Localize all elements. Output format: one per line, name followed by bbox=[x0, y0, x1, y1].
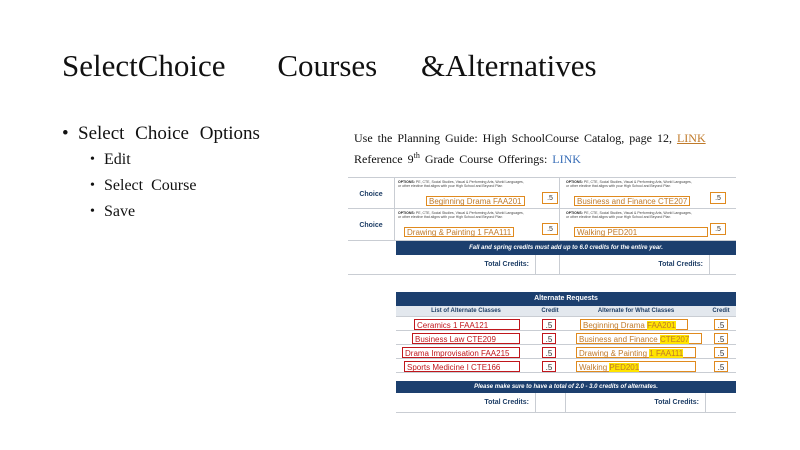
alternates-total-row bbox=[396, 393, 736, 413]
total-credits-label: Total Credits: bbox=[566, 393, 706, 413]
bullet-main: • Select Choice Options bbox=[62, 123, 260, 145]
alternate-credit[interactable]: .5 bbox=[542, 361, 556, 372]
sub-bullet-select-course: • Select Course bbox=[90, 175, 260, 201]
total-row bbox=[348, 255, 736, 275]
reference-line-2 bbox=[354, 147, 706, 168]
alternate-for-class[interactable]: Business and Finance CTE207 bbox=[576, 333, 702, 344]
total-credits-value[interactable] bbox=[536, 393, 566, 413]
title-word-selectchoice: SelectChoice bbox=[62, 48, 226, 83]
alternate-for-credit[interactable]: .5 bbox=[714, 361, 728, 372]
reference-text bbox=[354, 129, 706, 168]
title-word-alternatives: &Alternatives bbox=[420, 48, 597, 83]
reference-line-1 bbox=[354, 129, 706, 147]
header-list-of-alternates: List of Alternate Classes bbox=[431, 308, 501, 314]
options-description: OPTIONS: PE, CTE, Social Studies, Visual & Performing Arts, World Languages, or other elective that aligns with your High School and Beyond Plan bbox=[398, 211, 524, 220]
total-credits-value[interactable] bbox=[710, 255, 736, 275]
course-credit[interactable]: .5 bbox=[710, 223, 726, 235]
choices-table bbox=[348, 177, 736, 275]
alternate-for-class[interactable]: Beginning Drama FAA201 bbox=[580, 319, 688, 330]
alternate-for-credit[interactable]: .5 bbox=[714, 347, 728, 358]
alternate-credit[interactable]: .5 bbox=[542, 333, 556, 344]
alternates-table bbox=[396, 292, 736, 413]
sub-bullet-edit: • Edit bbox=[90, 149, 260, 175]
alternates-header bbox=[396, 306, 736, 317]
selected-course[interactable]: Drawing & Painting 1 FAA111 bbox=[404, 227, 514, 237]
slide-title bbox=[62, 48, 597, 84]
options-description: OPTIONS: PE, CTE, Social Studies, Visual & Performing Arts, World Languages, or other elective that aligns with your High School and Beyond Plan bbox=[398, 180, 524, 189]
total-credits-value[interactable] bbox=[536, 255, 560, 275]
offerings-link[interactable]: LINK bbox=[552, 152, 581, 166]
choice-row bbox=[348, 177, 736, 209]
options-description: OPTIONS: PE, CTE, Social Studies, Visual & Performing Arts, World Languages, or other elective that aligns with your High School and Beyond Plan bbox=[566, 180, 692, 189]
reference-grade-text: Reference 9 bbox=[354, 152, 414, 166]
selected-course[interactable]: Walking PED201 bbox=[574, 227, 708, 237]
title-word-courses: Courses bbox=[277, 48, 378, 83]
course-credit[interactable]: .5 bbox=[542, 223, 558, 235]
header-credit: Credit bbox=[712, 308, 730, 314]
choice-label: Choice bbox=[348, 209, 395, 241]
alternate-class[interactable]: Sports Medicine I CTE166 bbox=[404, 361, 520, 372]
total-credits-label: Total Credits: bbox=[396, 255, 536, 275]
course-credit[interactable]: .5 bbox=[542, 192, 558, 204]
reference-planning-guide-text: Use the Planning Guide: High SchoolCourse Catalog, page 12, bbox=[354, 131, 672, 145]
choice-row bbox=[348, 209, 736, 241]
alternate-for-credit[interactable]: .5 bbox=[714, 319, 728, 330]
alternates-note: Please make sure to have a total of 2.0 - 3.0 credits of alternates. bbox=[396, 381, 736, 393]
alternate-credit[interactable]: .5 bbox=[542, 319, 556, 330]
total-credits-value[interactable] bbox=[706, 393, 736, 413]
superscript-th: th bbox=[413, 151, 420, 160]
catalog-link[interactable]: LINK bbox=[676, 131, 706, 145]
alternate-class[interactable]: Business Law CTE209 bbox=[412, 333, 520, 344]
total-credits-label: Total Credits: bbox=[564, 255, 710, 275]
total-credits-label: Total Credits: bbox=[396, 393, 536, 413]
alternate-row bbox=[396, 331, 736, 345]
alternate-for-class[interactable]: Drawing & Painting 1 FAA111 bbox=[576, 347, 696, 358]
bullet-list bbox=[62, 123, 260, 227]
alternate-for-credit[interactable]: .5 bbox=[714, 333, 728, 344]
choice-option-cell bbox=[564, 209, 736, 241]
alternate-row bbox=[396, 359, 736, 373]
credits-note: Fall and spring credits must add up to 6.0 credits for the entire year. bbox=[396, 241, 736, 255]
course-credit[interactable]: .5 bbox=[710, 192, 726, 204]
selected-course[interactable]: Beginning Drama FAA201 bbox=[426, 196, 525, 206]
sub-bullet-list bbox=[90, 149, 260, 227]
alternate-row bbox=[396, 317, 736, 331]
options-description: OPTIONS: PE, CTE, Social Studies, Visual & Performing Arts, World Languages, or other elective that aligns with your High School and Beyond Plan bbox=[566, 211, 692, 220]
choice-option-cell bbox=[564, 178, 736, 210]
choice-option-cell bbox=[396, 209, 560, 241]
header-credit: Credit bbox=[541, 308, 559, 314]
alternate-class[interactable]: Ceramics 1 FAA121 bbox=[414, 319, 520, 330]
choice-option-cell bbox=[396, 178, 560, 210]
alternates-title: Alternate Requests bbox=[396, 292, 736, 306]
alternate-class[interactable]: Drama Improvisation FAA215 bbox=[402, 347, 520, 358]
selected-course[interactable]: Business and Finance CTE207 bbox=[574, 196, 690, 206]
choice-label: Choice bbox=[348, 178, 395, 210]
header-alternate-for: Alternate for What Classes bbox=[597, 308, 675, 314]
alternate-credit[interactable]: .5 bbox=[542, 347, 556, 358]
alternate-for-class[interactable]: Walking PED201 bbox=[576, 361, 696, 372]
reference-offerings-text: Grade Course Offerings: bbox=[424, 152, 548, 166]
sub-bullet-save: • Save bbox=[90, 201, 260, 227]
alternate-row bbox=[396, 345, 736, 359]
